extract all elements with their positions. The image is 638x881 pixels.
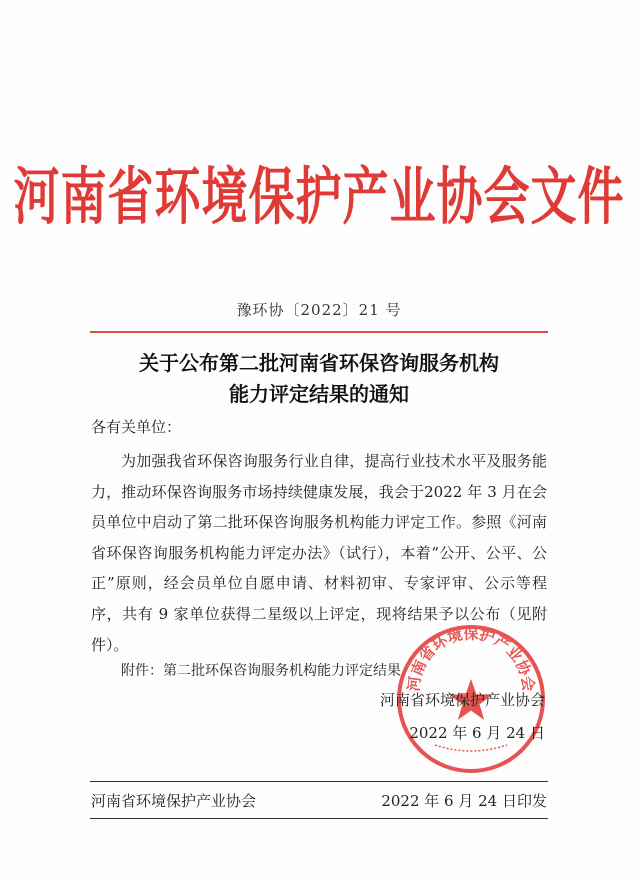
red-divider	[90, 331, 548, 333]
footer-organization: 河南省环境保护产业协会	[91, 792, 257, 810]
notice-title	[60, 348, 578, 410]
footer-top-rule	[90, 781, 548, 782]
document-header-title: 河南省环境保护产业协会文件	[13, 160, 625, 234]
footer-bottom-rule	[90, 818, 548, 819]
notice-title-line-2: 能力评定结果的通知	[229, 382, 409, 406]
document-number: 豫环协〔2022〕21 号	[236, 301, 402, 319]
signature-organization: 河南省环境保护产业协会	[379, 691, 545, 709]
footer-issue-date: 2022 年 6 月 24 日印发	[381, 792, 547, 810]
seal-text: 河南省环境保护产业协会	[404, 624, 538, 693]
attachment-line: 附件：第二批环保咨询服务机构能力评定结果	[121, 663, 401, 679]
seal-serial-marks	[435, 745, 507, 751]
body-paragraph: 为加强我省环保咨询服务行业自律，提高行业技术水平及服务能力，推动环保咨询服务市场持续健康发展，我会于2022 年 3 月在会员单位中启动了第二批环保咨询服务机构能力评定工作。参照《河南省环保咨询服务机构能力评定办法》（试行），本着“公开、公平、公正”原则，经会员单位自愿申请、材料初审、专家评审、公示等程序，共有 9 家单位获得二星级以上评定，现将结果予以公布（见附件）。	[91, 452, 547, 654]
signature-date: 2022 年 6 月 24 日	[409, 724, 545, 742]
notice-title-line-1: 关于公布第二批河南省环保咨询服务机构	[139, 351, 499, 375]
salutation: 各有关单位：	[91, 418, 182, 436]
